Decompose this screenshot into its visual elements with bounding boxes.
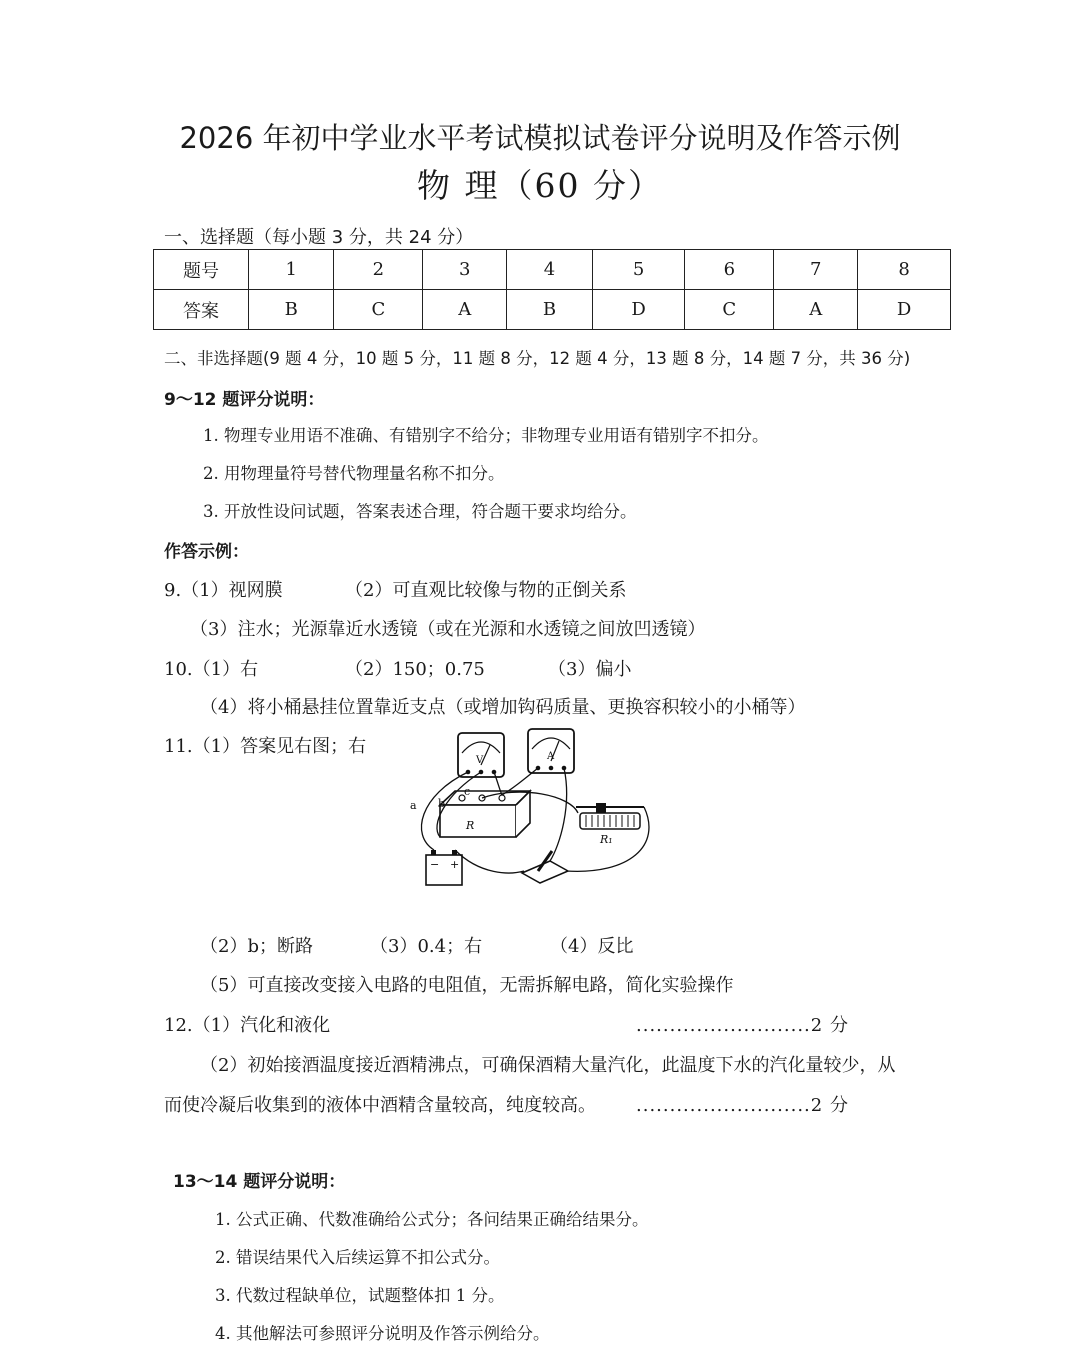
q12-part1: 12.（1）汽化和液化 <box>164 1015 331 1036</box>
table-cell: B <box>249 290 334 330</box>
row-label: 答案 <box>154 290 249 330</box>
answer-table <box>153 249 951 330</box>
table-cell: 8 <box>858 250 951 290</box>
page-subtitle: 物 理（60 分） <box>417 166 663 205</box>
q9-part1: 9.（1）视网膜 <box>164 580 283 601</box>
section2-heading: 二、非选择题(9 题 4 分，10 题 5 分，11 题 8 分，12 题 4 分，13 题 8 分，14 题 7 分，共 36 分) <box>164 349 911 368</box>
rheostat-label: R₁ <box>600 833 613 846</box>
rules-13-14-title: 13～14 题评分说明： <box>173 1172 346 1192</box>
table-cell: C <box>685 290 774 330</box>
resistor-label: R <box>466 819 475 832</box>
circuit-diagram <box>400 725 670 890</box>
table-cell: 3 <box>423 250 507 290</box>
rule-item: 1. 物理专业用语不准确、有错别字不给分；非物理专业用语有错别字不扣分。 <box>203 426 769 445</box>
battery-minus: − <box>430 858 440 871</box>
table-cell: D <box>858 290 951 330</box>
wire-a-label: a <box>410 799 417 812</box>
q12-part2-line1: （2）初始接酒温度接近酒精沸点，可确保酒精大量汽化，此温度下水的汽化量较少，从 <box>200 1055 896 1076</box>
table-cell: 2 <box>334 250 423 290</box>
table-row <box>154 290 951 330</box>
q12-part2-line2: 而使冷凝后收集到的液体中酒精含量较高，纯度较高。 <box>164 1095 596 1116</box>
q11-part5: （5）可直接改变接入电路的电阻值，无需拆解电路，简化实验操作 <box>200 975 734 996</box>
rule-item: 4. 其他解法可参照评分说明及作答示例给分。 <box>215 1324 550 1343</box>
table-cell: A <box>774 290 858 330</box>
examples-title: 作答示例： <box>164 542 249 562</box>
table-row <box>154 250 951 290</box>
battery-icon <box>426 850 462 885</box>
resistor-box-icon <box>440 791 530 837</box>
voltmeter-icon <box>458 733 504 777</box>
q11-part1: 11.（1）答案见右图；右 <box>164 736 367 757</box>
rule-item: 2. 错误结果代入后续运算不扣公式分。 <box>215 1248 500 1267</box>
table-cell: A <box>423 290 507 330</box>
q12-part1-score: ..........................2 分 <box>636 1015 849 1036</box>
q10-part4: （4）将小桶悬挂位置靠近支点（或增加钩码质量、更换容积较小的小桶等） <box>200 697 806 718</box>
rheostat-icon <box>576 803 644 846</box>
rule-item: 1. 公式正确、代数准确给公式分；各问结果正确给结果分。 <box>215 1210 649 1229</box>
q11-part2: （2）b；断路 <box>200 936 313 957</box>
switch-icon <box>522 851 568 883</box>
row-label: 题号 <box>154 250 249 290</box>
q11-part4: （4）反比 <box>550 936 634 957</box>
table-cell: 7 <box>774 250 858 290</box>
table-cell: C <box>334 290 423 330</box>
table-cell: B <box>507 290 592 330</box>
wire-b-label: b <box>438 797 446 810</box>
rule-item: 3. 开放性设问试题，答案表述合理，符合题干要求均给分。 <box>203 502 637 521</box>
q9-part3: （3）注水；光源靠近水透镜（或在光源和水透镜之间放凹透镜） <box>190 619 706 640</box>
section1-heading: 一、选择题（每小题 3 分，共 24 分） <box>164 227 474 248</box>
battery-plus: + <box>450 858 460 871</box>
q10-part3: （3）偏小 <box>548 659 632 680</box>
rules-9-12-title: 9～12 题评分说明： <box>164 390 325 410</box>
q10-part1: 10.（1）右 <box>164 659 259 680</box>
table-cell: D <box>592 290 685 330</box>
table-cell: 6 <box>685 250 774 290</box>
ammeter-label: A <box>547 751 555 762</box>
ammeter-icon <box>528 729 574 773</box>
q11-part3: （3）0.4；右 <box>370 936 483 957</box>
q12-part2-score: ..........................2 分 <box>636 1095 849 1116</box>
table-cell: 4 <box>507 250 592 290</box>
table-cell: 5 <box>592 250 685 290</box>
table-cell: 1 <box>249 250 334 290</box>
wire-c-label: c <box>464 785 471 798</box>
q9-part2: （2）可直观比较像与物的正倒关系 <box>345 580 627 601</box>
page-title: 2026 年初中学业水平考试模拟试卷评分说明及作答示例 <box>179 121 901 155</box>
voltmeter-label: V <box>476 755 484 766</box>
rule-item: 2. 用物理量符号替代物理量名称不扣分。 <box>203 464 505 483</box>
q10-part2: （2）150；0.75 <box>345 659 485 680</box>
rule-item: 3. 代数过程缺单位，试题整体扣 1 分。 <box>215 1286 505 1305</box>
